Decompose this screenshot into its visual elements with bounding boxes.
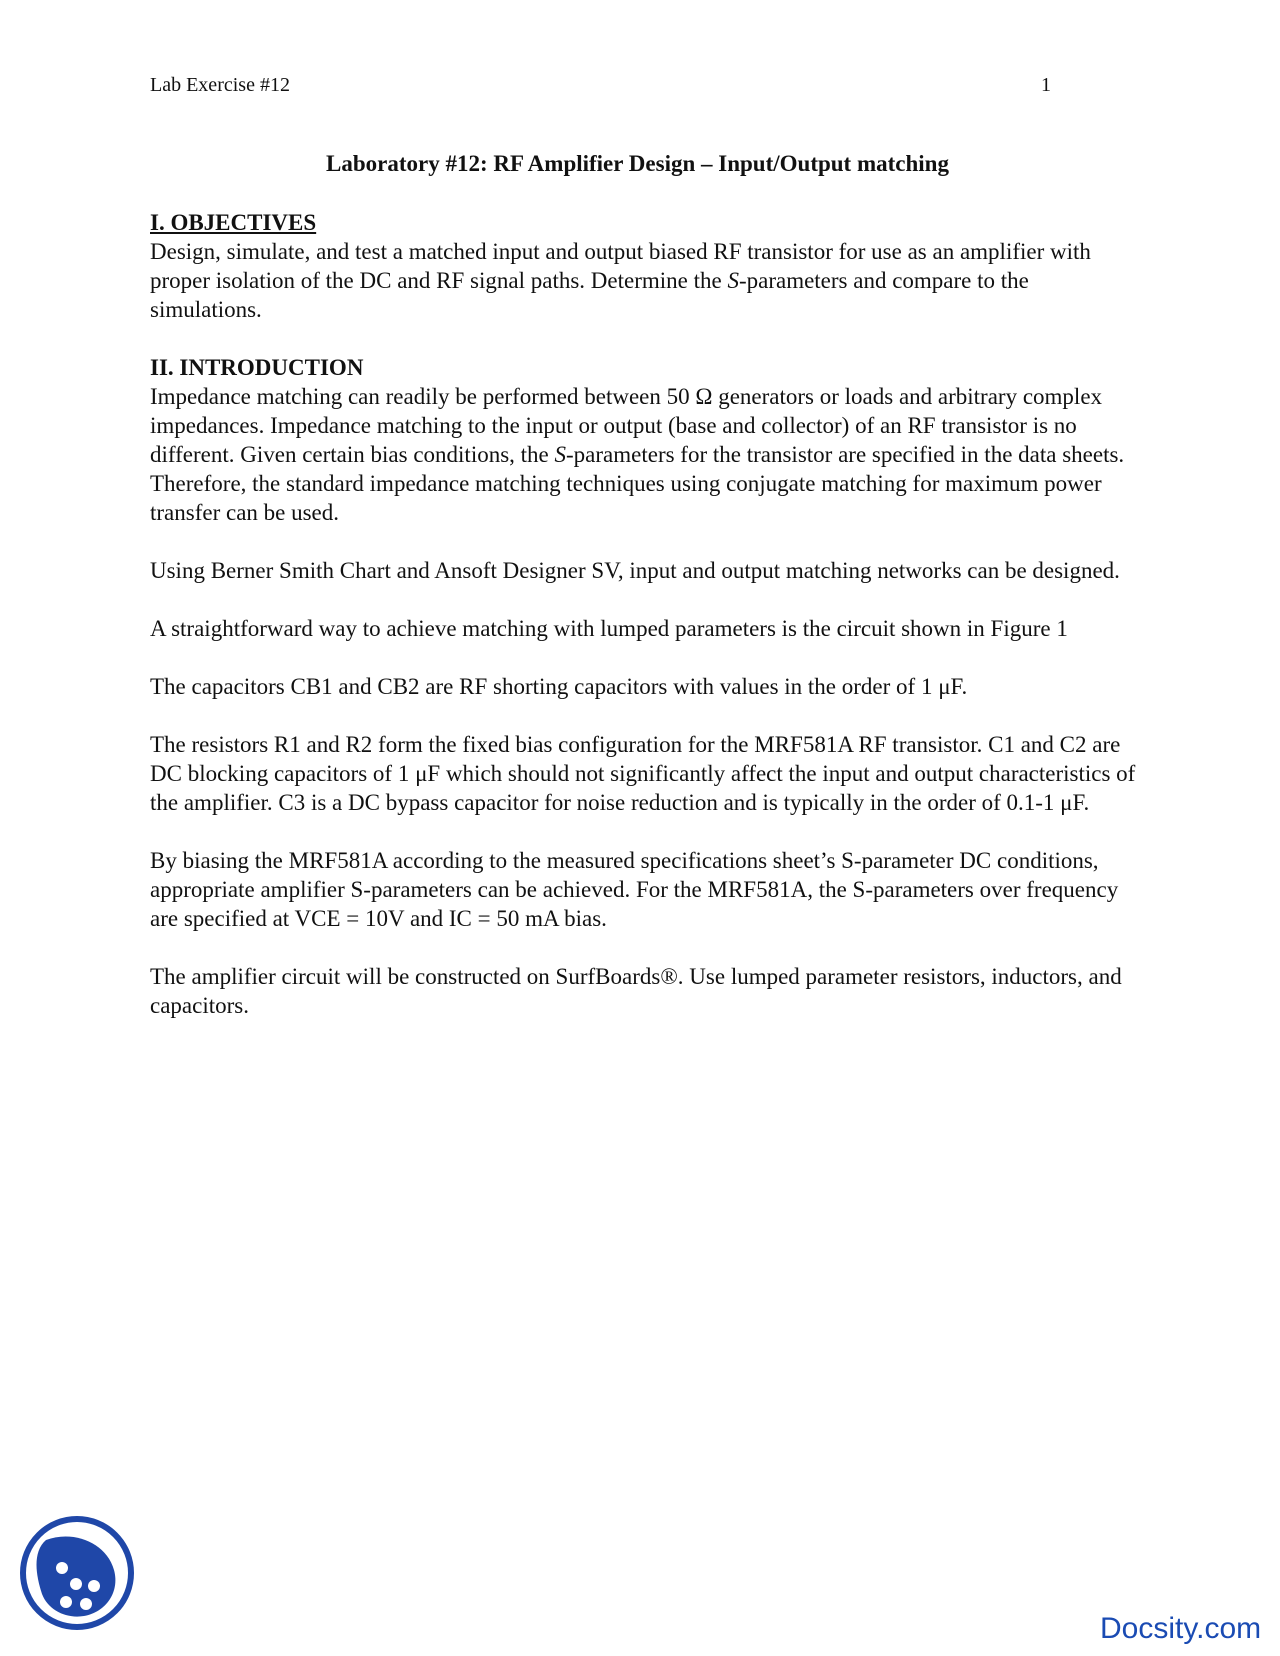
objectives-paragraph bbox=[150, 237, 1140, 324]
objectives-text-b: -parameters and compare to the simulations. bbox=[150, 268, 1029, 322]
document-title: Laboratory #12: RF Amplifier Design – Input/Output matching bbox=[326, 151, 949, 176]
intro-paragraph-7: The amplifier circuit will be constructed on SurfBoards®. Use lumped parameter resistors, inductors, and capacitors. bbox=[150, 964, 1122, 1018]
objectives-s-italic: S bbox=[727, 268, 739, 293]
logo-dot-1 bbox=[56, 1562, 68, 1574]
objectives-text-a: Design, simulate, and test a matched input and output biased RF transistor for use as an amplifier with proper isolation of the DC and RF signal paths. Determine the bbox=[150, 239, 1091, 293]
intro-paragraph-3: A straightforward way to achieve matching with lumped parameters is the circuit shown in Figure 1 bbox=[150, 616, 1068, 641]
intro-paragraph-4: The capacitors CB1 and CB2 are RF shorting capacitors with values in the order of 1 μF. bbox=[150, 674, 968, 699]
intro-p1-text-b: -parameters for the transistor are specified in the data sheets. Therefore, the standard impedance matching techniques using conjugate matching for maximum power transfer can be used. bbox=[150, 442, 1125, 525]
logo-dot-5 bbox=[80, 1598, 92, 1610]
intro-paragraph-5: The resistors R1 and R2 form the fixed bias configuration for the MRF581A RF transistor. C1 and C2 are DC blocking capacitors of 1 μF which should not significantly affect the input and output characteristics of the amplifier. C3 is a DC bypass capacitor for noise reduction and is typically in the order of 0.1-1 μF. bbox=[150, 732, 1136, 815]
intro-paragraph-1 bbox=[150, 382, 1140, 527]
docsity-link[interactable]: Docsity.com bbox=[1100, 1612, 1262, 1645]
page-number: 1 bbox=[1041, 74, 1051, 96]
running-header: Lab Exercise #12 bbox=[150, 74, 290, 96]
logo-dot-3 bbox=[88, 1580, 100, 1592]
document-body bbox=[150, 208, 1140, 1020]
logo-dot-4 bbox=[60, 1596, 72, 1608]
docsity-logo-icon[interactable] bbox=[18, 1512, 136, 1634]
intro-p1-s-italic: S bbox=[554, 442, 567, 467]
intro-paragraph-6: By biasing the MRF581A according to the measured specifications sheet’s S-parameter DC conditions, appropriate amplifier S-parameters can be achieved. For the MRF581A, the S-parameters over frequency are specified at VCE = 10V and IC = 50 mA bias. bbox=[150, 848, 1119, 931]
logo-dot-2 bbox=[70, 1578, 82, 1590]
introduction-heading: II. INTRODUCTION bbox=[150, 355, 364, 380]
objectives-heading: I. OBJECTIVES bbox=[150, 210, 317, 235]
intro-p1-text-a: Impedance matching can readily be performed between 50 Ω generators or loads and arbitrary complex impedances. Impedance matching to the input or output (base and collector) of an RF transistor is no different. Given certain bias conditions, the bbox=[150, 384, 1103, 467]
intro-paragraph-2: Using Berner Smith Chart and Ansoft Designer SV, input and output matching networks can be designed. bbox=[150, 558, 1120, 583]
